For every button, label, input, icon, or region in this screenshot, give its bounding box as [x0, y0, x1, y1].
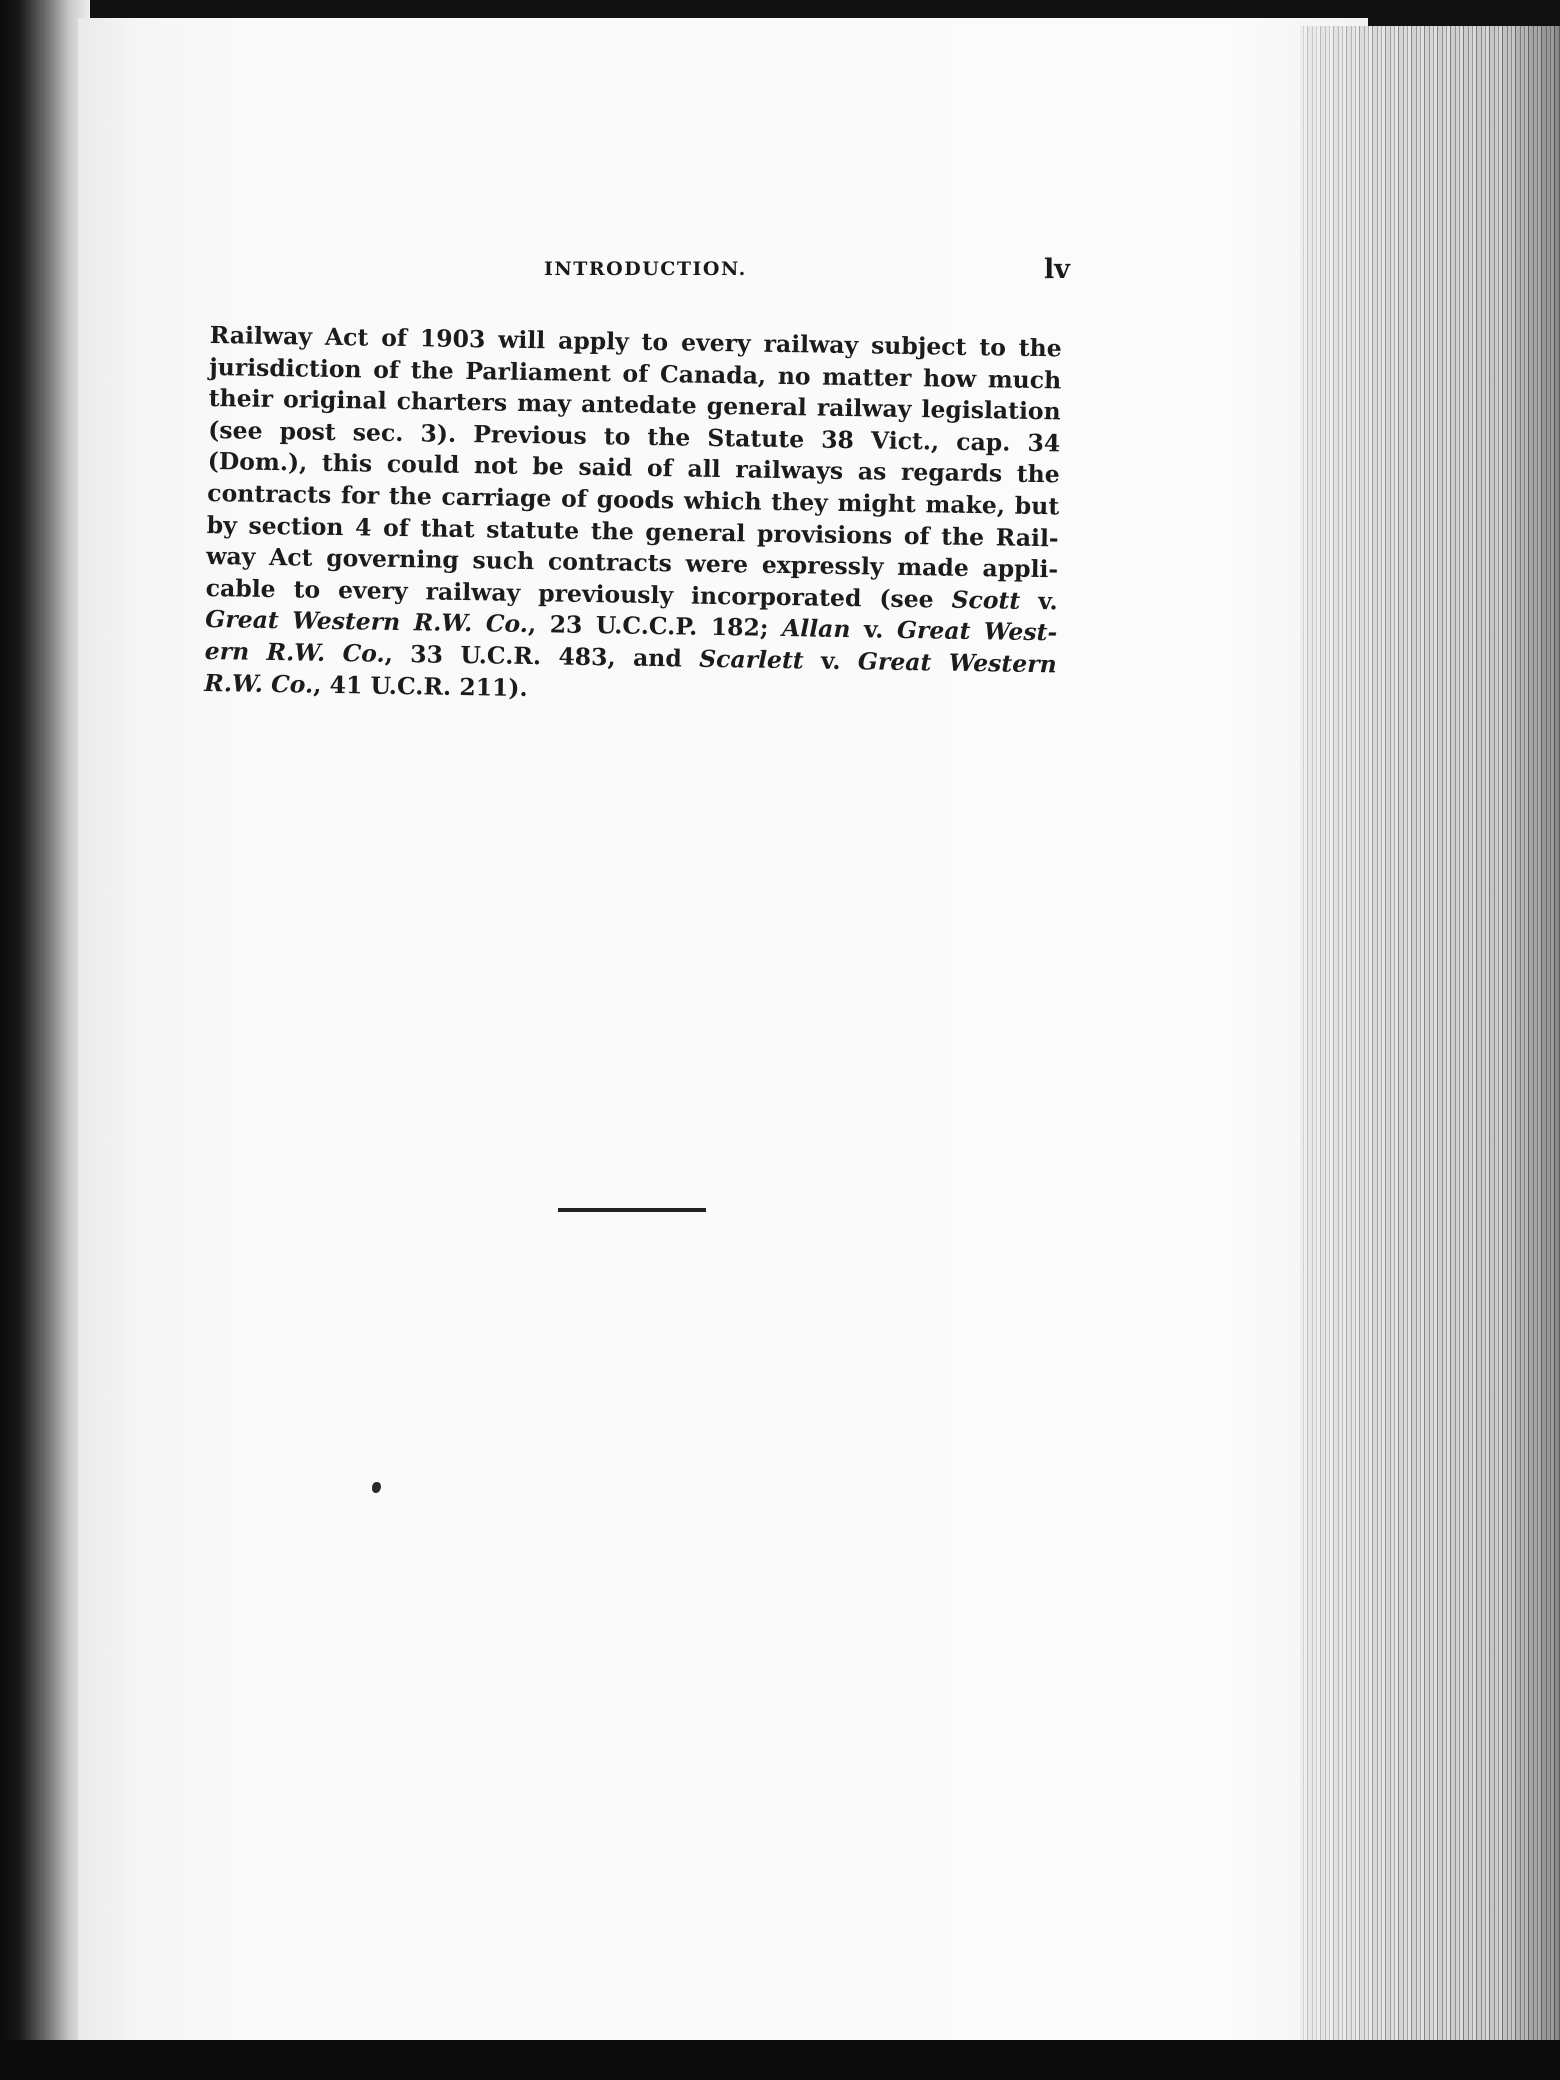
italic-case-name: Scott	[951, 585, 1021, 615]
text-run: , 41 U.C.R. 211).	[313, 670, 528, 702]
italic-case-name: Scarlett	[698, 644, 804, 675]
text-run: v.	[850, 615, 898, 645]
page-edges-shading	[1300, 26, 1560, 2056]
text-run: , 33 U.C.R. 483, and	[384, 639, 700, 673]
text-run: (see post sec. 3). Previous to the Statute 38 Vict., cap. 34	[208, 415, 1061, 458]
text-run: (Dom.), this could not be said of all railways as regards the	[207, 447, 1060, 489]
italic-case-name: Great Western R.W. Co.	[205, 605, 529, 639]
text-run: , 23 U.C.C.P. 182;	[527, 610, 783, 643]
text-run: v.	[803, 646, 859, 676]
italic-case-name: Great West-	[896, 616, 1058, 647]
text-run: cable to every railway previously incorporated (see	[205, 573, 952, 614]
text-run: way Act governing such contracts were expressly made appli-	[206, 542, 1059, 584]
bottom-edge	[0, 2040, 1560, 2080]
text-run: contracts for the carriage of goods which they might make, but	[207, 478, 1060, 521]
running-head-title: INTRODUCTION.	[544, 258, 747, 280]
text-run: v.	[1020, 586, 1058, 616]
italic-case-name: ern R.W. Co.	[204, 636, 385, 668]
text-run: Railway Act of 1903 will apply to every railway subject to the	[209, 320, 1062, 363]
italic-case-name: Great Western	[857, 647, 1057, 679]
section-end-rule	[558, 1208, 706, 1212]
running-header	[210, 254, 1070, 298]
text-run: their original charters may antedate general railway legislation	[208, 384, 1061, 426]
italic-case-name: R.W. Co.	[204, 668, 314, 699]
page-number: lv	[1044, 254, 1070, 285]
body-paragraph	[204, 320, 1062, 712]
left-page-gutter	[0, 0, 90, 2080]
text-run: jurisdiction of the Parliament of Canada, no matter how much	[209, 352, 1062, 394]
italic-case-name: Allan	[781, 614, 851, 644]
text-run: by section 4 of that statute the general provisions of the Rail-	[206, 510, 1059, 552]
